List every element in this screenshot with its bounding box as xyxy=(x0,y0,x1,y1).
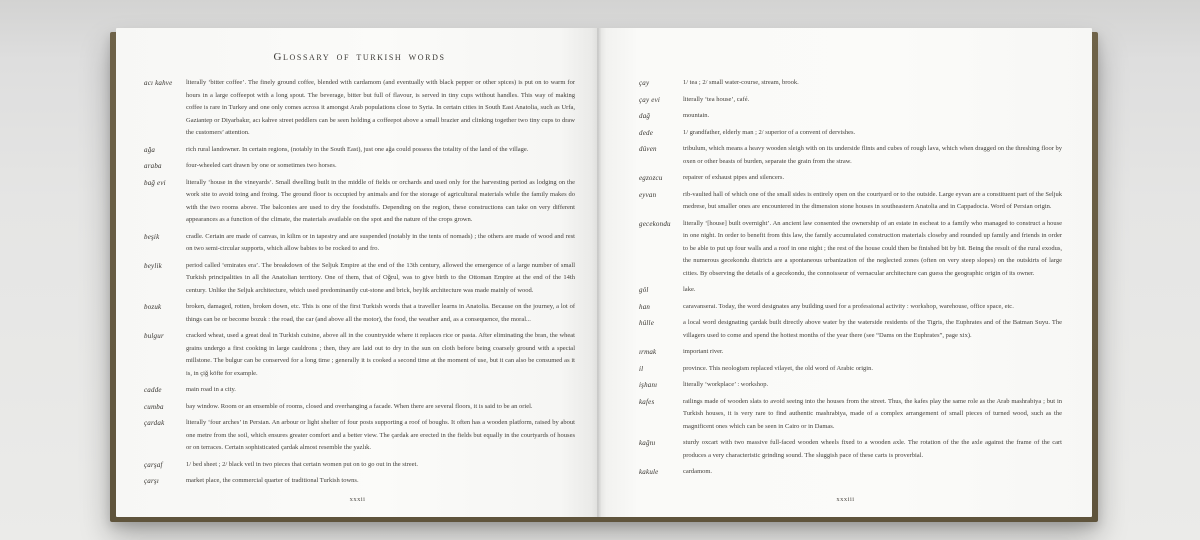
term-label: kakule xyxy=(639,468,659,476)
right-page xyxy=(599,28,1092,517)
glossary-entry xyxy=(144,330,575,380)
glossary-entry xyxy=(144,77,575,140)
term-label: çarşaf xyxy=(144,460,163,469)
glossary-entry xyxy=(144,231,575,256)
left-page-content xyxy=(116,28,599,488)
glossary-entry xyxy=(144,384,575,397)
glossary-entry xyxy=(639,317,1062,342)
term-definition: literally ‘tea house’, café. xyxy=(683,95,750,103)
glossary-entry xyxy=(639,127,1062,140)
glossary-entry xyxy=(144,475,575,488)
term-definition: bay window. Room or an ensemble of rooms, closed and overhanging a facade. When there are several floors, it is said to be an oriel. xyxy=(186,402,533,410)
term-label: egzozcu xyxy=(639,174,663,182)
term-definition: repairer of exhaust pipes and silencers. xyxy=(683,174,785,181)
term-definition: period called ‘emirates era’. The breakdown of the Seljuk Empire at the end of the 13th century, allowed the emergence of a large number of small Turkish principalities in all the Anatolian territory. One of them, that of Oğrul, was to give birth to the Ottoman Empire at the end of the 14th century. Unlike the Seljuk architecture, which used predominantly cut-stone and brick, beylik architecture was made mainly of wood. xyxy=(186,261,575,294)
glossary-entry xyxy=(144,160,575,173)
term-definition: market place, the commercial quarter of traditional Turkish towns. xyxy=(186,477,359,484)
page-number-left: xxxii xyxy=(349,496,366,503)
term-label: bağ evi xyxy=(144,178,166,187)
glossary-entry xyxy=(639,189,1062,214)
glossary-entry xyxy=(639,396,1062,434)
glossary-entry xyxy=(639,301,1062,314)
term-definition: 1/ grandfather, elderly man ; 2/ superior of a convent of dervishes. xyxy=(683,128,856,136)
glossary-entry xyxy=(144,177,575,227)
term-label: dede xyxy=(639,128,654,137)
term-definition: province. This neologism replaced vilayet, the old word of Arabic origin. xyxy=(683,364,873,372)
term-label: il xyxy=(639,364,644,373)
term-label: cumba xyxy=(144,402,164,411)
term-definition: cracked wheat, used a great deal in Turkish cuisine, above all in the countryside where it replaces rice or pasta. After eliminating the bran, the wheat grains undergo a first cooking in large cauldrons ; then, they are laid out to dry in the sun on cloth before being coarsely ground with a special millstone. The bulgur can be conserved for a long time ; generally it is cooked a second time at the moment of use, but it can also be consumed as it is, in çiğ köfte for example. xyxy=(186,332,575,377)
glossary-entry xyxy=(639,110,1062,123)
glossary-entry xyxy=(639,77,1062,90)
glossary-entry xyxy=(639,346,1062,359)
term-definition: cradle. Certain are made of canvas, in kilim or in tapestry and are suspended (notably in the tents of nomads) ; the others are made of wood and rest on two semi-circular supports, which allow babies to be rocked to and fro. xyxy=(186,232,575,252)
term-definition: literally ‘house in the vineyards’. Small dwelling built in the middle of fields or orchards and used only for the harvesting period as lodging on the work site to avoid toing and froing. The ground floor is occupied by animals and for the storage of agricultural materials while the family makes do with the two rooms above. The balconies are used to dry the foodstuffs. Depending on the region, these constructions can take on very different appearances as a function of the climate, the materials available on the spot and the nature of the crops grown. xyxy=(186,178,575,223)
term-definition: 1/ tea ; 2/ small water-course, stream, brook. xyxy=(683,79,799,86)
term-label: kağnı xyxy=(639,439,656,447)
term-definition: lake. xyxy=(683,286,696,293)
term-label: ırmak xyxy=(639,348,657,356)
term-label: beşik xyxy=(144,232,160,241)
glossary-entry xyxy=(639,437,1062,462)
term-definition: railings made of wooden slats to avoid seeing into the houses from the street. Thus, the kafes play the same role as the Arab mashrabiya ; but in Turkish houses, it is very rare to find authentic mashrabiya, made of a complex arrangement of small pieces of turned wood, such as the magnificent ones which can be seen in Cairo or in Damas. xyxy=(683,397,1062,430)
term-label: cadde xyxy=(144,386,162,394)
term-label: gecekondu xyxy=(639,219,671,228)
glossary-entry xyxy=(144,401,575,414)
term-label: acı kahve xyxy=(144,79,173,87)
glossary-entry xyxy=(639,379,1062,392)
term-definition: cardamom. xyxy=(683,468,713,475)
term-definition: mountain. xyxy=(683,112,710,119)
page-number-right: xxxiii xyxy=(836,496,855,503)
glossary-entry xyxy=(144,301,575,326)
term-definition: broken, damaged, rotten, broken down, etc. This is one of the first Turkish words that a traveller learns in Anatolia. Because on the journey, a lot of things can be or become bozuk : the road, the car (and above all the motor), the food, the weather and, as a consequence, the moral... xyxy=(186,303,575,323)
glossary-entry xyxy=(144,144,575,157)
glossary-entry xyxy=(639,218,1062,281)
glossary-entry xyxy=(639,172,1062,185)
term-definition: literally ‘bitter coffee’. The finely ground coffee, blended with cardamom (and eventually with black pepper or other spices) is put on to warm for hours in a large coffeepot with a long spout. The beverage, bitter but full of flavour, is served in tiny cups without handles. This way of making coffee is rare in Turkey and one only comes across it amongst Arab populations close to Syria. In certain cities in South East Anatolia, such as Urfa, Gaziantep or Diyarbakır, acı kahve street peddlers can be seen holding a coffeepot above a small brazier and clinking together two tiny cups to draw the customers’ attention. xyxy=(186,79,575,136)
term-definition: a local word designating çardak built directly above water by the waterside residents of the Tigris, the Euphrates and of the Batman Suyu. The villagers used to come and spend the hottest months of the year there (see “Dams on the Euphrates”, page xix). xyxy=(683,319,1062,339)
term-definition: important river. xyxy=(683,348,724,355)
page-title: Glossary of turkish words xyxy=(273,51,446,63)
term-label: araba xyxy=(144,162,162,170)
book-gutter-shadow xyxy=(597,28,601,517)
open-book xyxy=(110,28,1098,522)
term-definition: tribulum, which means a heavy wooden sleigh with on its underside flints and cubes of rough lava, which when dragged on the threshing floor by oxen or other beasts of burden, separate the grain from the straw. xyxy=(683,145,1062,165)
term-definition: main road in a city. xyxy=(186,386,236,393)
term-label: han xyxy=(639,302,651,311)
term-label: ağa xyxy=(144,145,156,154)
term-label: düven xyxy=(639,145,657,153)
term-definition: caravanserai. Today, the word designates any building used for a professional activity : workshop, warehouse, office space, etc. xyxy=(683,302,1014,310)
term-label: hülle xyxy=(639,319,654,327)
right-page-content xyxy=(599,28,1092,479)
glossary-entry xyxy=(639,466,1062,479)
term-label: çarşı xyxy=(144,477,159,485)
glossary-list-right xyxy=(639,77,1062,479)
term-label: beylik xyxy=(144,261,162,270)
term-definition: literally ‘workplace’ : workshop. xyxy=(683,381,769,388)
term-label: çay evi xyxy=(639,95,661,104)
term-definition: rib-vaulted hall of which one of the small sides is entirely open on the courtyard or to the outside. Large eyvan are a constituent part of the Seljuk medrese, but smaller ones are encountered in the dimension stone houses in southeastern Anatolia and in Cappadocia. Word of Persian origin. xyxy=(683,190,1062,210)
term-definition: 1/ bed sheet ; 2/ black veil in two pieces that certain women put on to go out in the street. xyxy=(186,460,418,468)
term-label: bulgur xyxy=(144,332,164,340)
glossary-list-left xyxy=(144,77,575,488)
term-label: çardak xyxy=(144,419,165,427)
term-definition: rich rural landowner. In certain regions, (notably in the South East), just one ağa could possess the totality of the land of the village. xyxy=(186,145,529,153)
term-label: göl xyxy=(639,286,649,294)
term-label: bozuk xyxy=(144,303,162,311)
term-definition: four-wheeled cart drawn by one or sometimes two horses. xyxy=(186,162,337,169)
glossary-entry xyxy=(144,417,575,455)
glossary-entry xyxy=(639,363,1062,376)
term-definition: literally ‘four arches’ in Persian. An arbour or light shelter of four posts supporting a roof of boughs. It often has a wooden platform, raised by about one metre from the soil, which ensures greater comfort and a better view. The çardak are erected in the fields but equally in the courtyards of houses or on terraces. Certain sophisticated çardak almost resemble the yazlık. xyxy=(186,419,575,451)
term-definition: sturdy oxcart with two massive full-faced wooden wheels fixed to a wooden axle. The rotation of the the axle against the frame of the cart produces a very characteristic grinding sound. The sluggish pace of these carts is proverbial. xyxy=(683,439,1062,459)
left-page xyxy=(116,28,599,517)
term-label: çay xyxy=(639,79,650,87)
term-label: kafes xyxy=(639,397,655,406)
term-label: eyvan xyxy=(639,190,657,199)
glossary-entry xyxy=(639,284,1062,297)
glossary-entry xyxy=(144,459,575,472)
term-label: işhanı xyxy=(639,381,658,389)
glossary-entry xyxy=(639,94,1062,107)
glossary-entry xyxy=(144,260,575,298)
term-definition: literally ‘[house] built overnight’. An ancient law consented the ownership of an estate in escheat to a family who managed to construct a house in one night. In order to benefit from this law, the family accumulated construction materials closeby and rounded up family and friends in order to be able to put up four walls and a roof in one night ; the rest of the house could then be finished bit by bit. Being the result of the rural exodus, the numerous gecekondu districts are a spontaneous urbanization of the neglected zones (often on very steep slopes) on the outskirts of large cities. By observing the details of a gecekondu, the connoisseur of vernacular architecture can guess the geographic origin of its owner. xyxy=(683,219,1062,277)
term-label: dağ xyxy=(639,112,651,120)
glossary-entry xyxy=(639,143,1062,168)
